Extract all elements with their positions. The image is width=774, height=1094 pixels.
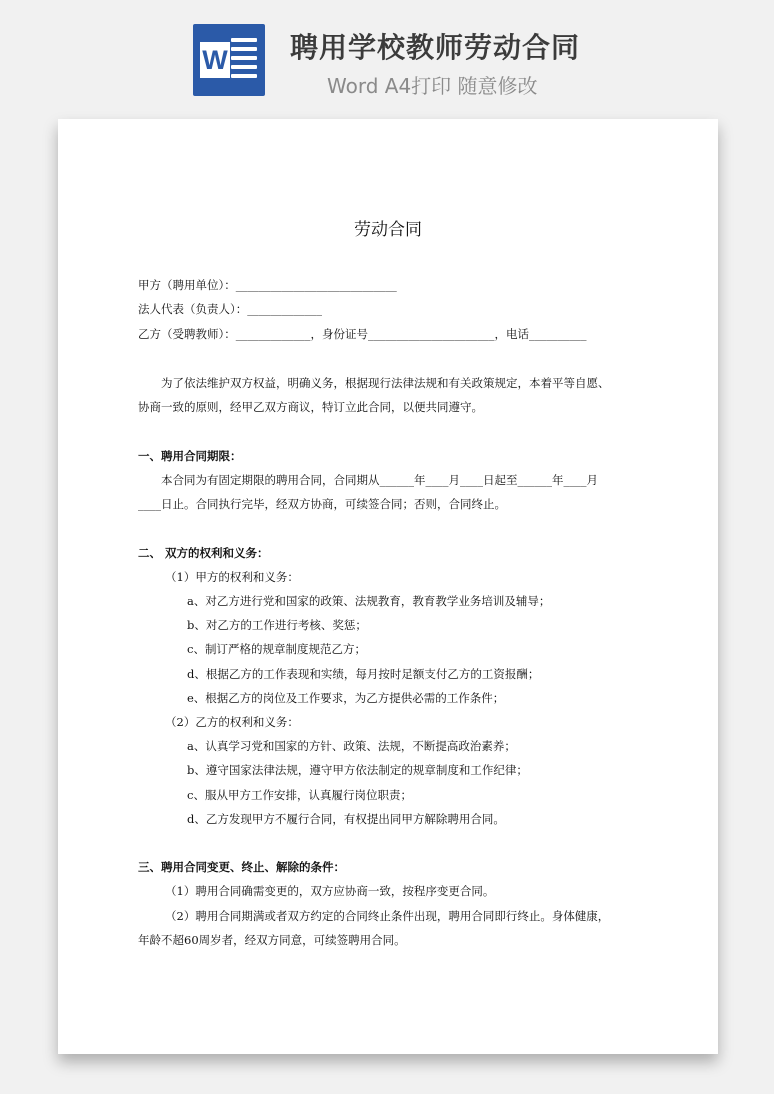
document-page	[58, 119, 718, 1054]
word-icon	[193, 24, 265, 96]
section-1-line-1: 本合同为有固定期限的聘用合同，合同期从______年____月____日起至______年____月	[161, 473, 598, 487]
party-a-line: 甲方（聘用单位）：____________________________	[138, 278, 397, 292]
section-2-heading: 二、 双方的权利和义务：	[138, 546, 269, 560]
section-2a-item: c、制订严格的规章制度规范乙方；	[187, 642, 366, 656]
section-3-item-1: （1）聘用合同确需变更的，双方应协商一致，按程序变更合同。	[165, 884, 495, 898]
section-2a-item: e、根据乙方的岗位及工作要求，为乙方提供必需的工作条件；	[187, 691, 505, 705]
intro-line-2: 协商一致的原则，经甲乙双方商议，特订立此合同，以便共同遵守。	[138, 400, 483, 414]
section-2b-heading: （2）乙方的权利和义务：	[165, 715, 299, 729]
section-2b-item: a、认真学习党和国家的方针、政策、法规，不断提高政治素养；	[187, 739, 516, 753]
legal-rep-line: 法人代表（负责人）：_____________	[138, 302, 322, 316]
word-icon-letter: W	[200, 42, 230, 78]
banner	[0, 0, 774, 110]
banner-title: 聘用学校教师劳动合同	[290, 31, 581, 64]
section-2a-item: d、根据乙方的工作表现和实绩，每月按时足额支付乙方的工资报酬；	[187, 667, 540, 681]
section-3-item-2-line-2: 年龄不超60周岁者，经双方同意，可续签聘用合同。	[138, 933, 406, 947]
section-2a-item: b、对乙方的工作进行考核、奖惩；	[187, 618, 367, 632]
section-2a-item: a、对乙方进行党和国家的政策、法规教育，教育教学业务培训及辅导；	[187, 594, 551, 608]
section-2b-item: d、乙方发现甲方不履行合同，有权提出同甲方解除聘用合同。	[187, 812, 505, 826]
section-3-heading: 三、聘用合同变更、终止、解除的条件：	[138, 860, 345, 874]
section-1-heading: 一、聘用合同期限：	[138, 449, 242, 463]
party-b-line: 乙方（受聘教师）：_____________，身份证号______________________，电话__________	[138, 327, 587, 341]
section-2b-item: b、遵守国家法律法规，遵守甲方依法制定的规章制度和工作纪律；	[187, 763, 528, 777]
section-2b-item: c、服从甲方工作安排，认真履行岗位职责；	[187, 788, 412, 802]
document-title: 劳动合同	[354, 220, 422, 240]
section-1-line-2: ____日止。合同执行完毕，经双方协商，可续签合同；否则，合同终止。	[138, 497, 506, 511]
section-2a-heading: （1）甲方的权利和义务：	[165, 570, 299, 584]
section-3-item-2-line-1: （2）聘用合同期满或者双方约定的合同终止条件出现，聘用合同即行终止。身体健康，	[165, 909, 610, 923]
intro-line-1: 为了依法维护双方权益，明确义务，根据现行法律法规和有关政策规定，本着平等自愿、	[161, 376, 610, 390]
banner-subtitle: Word A4打印 随意修改	[327, 74, 538, 98]
